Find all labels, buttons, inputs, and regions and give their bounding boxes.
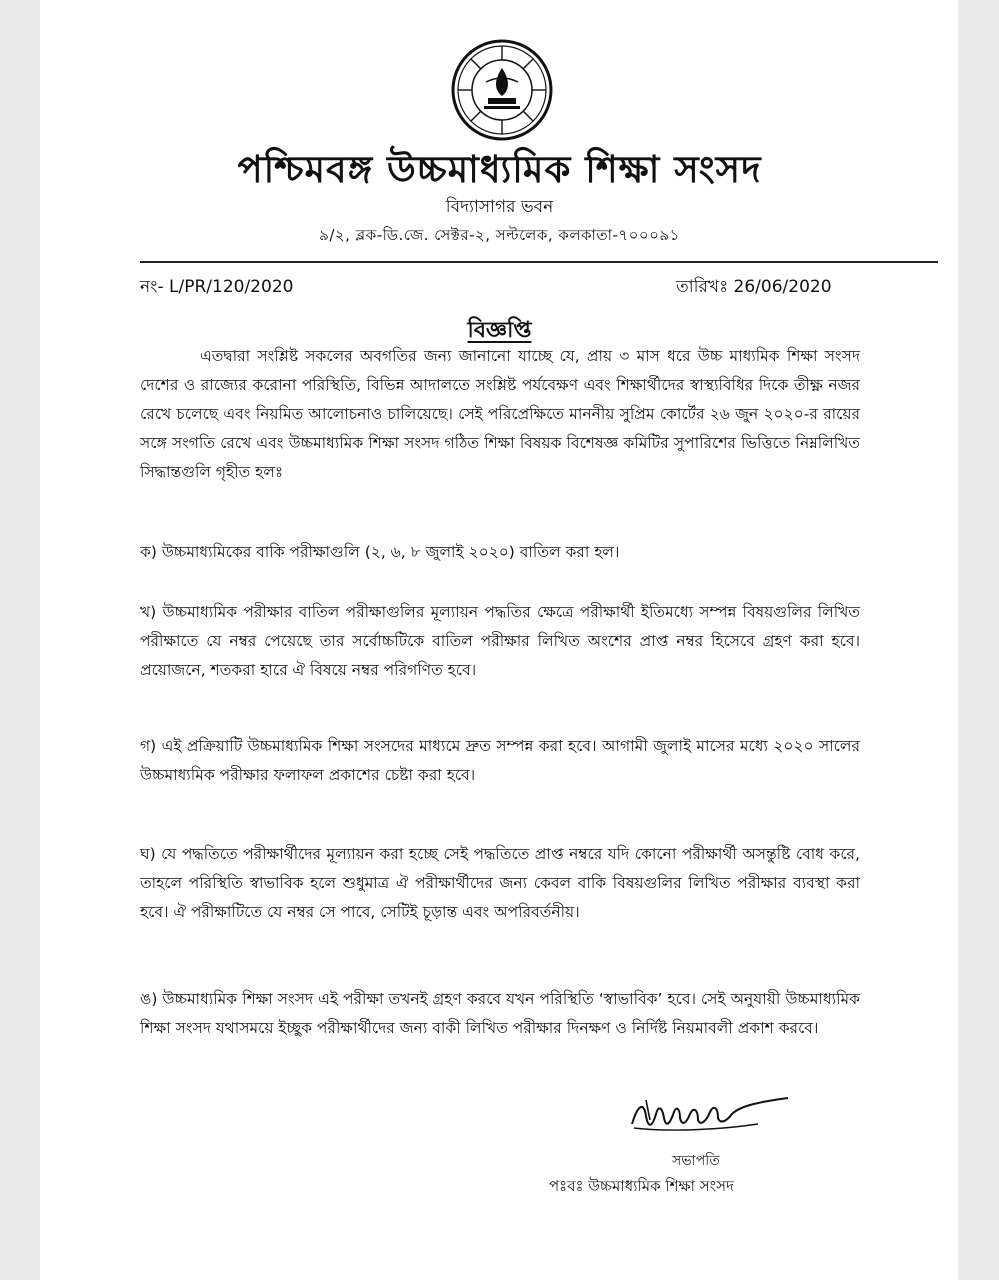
signatory-organization: পঃবঃ উচ্চমাধ্যমিক শিক্ষা সংসদ	[549, 1177, 734, 1195]
signatory-role: সভাপতি	[672, 1153, 720, 1169]
date-label: তারিখঃ	[676, 277, 729, 297]
decision-point-c: গ) এই প্রক্রিয়াটি উচ্চমাধ্যমিক শিক্ষা সংসদের মাধ্যমে দ্রুত সম্পন্ন করা হবে। আগামী জুলাই মাসের মধ্যে ২০২০ সালের উচ্চমাধ্যমিক পরীক্ষার ফলাফল প্রকাশের চেষ্টা করা হবে।	[140, 737, 860, 784]
reference-label: নং-	[140, 277, 164, 297]
organization-name: পশ্চিমবঙ্গ উচ্চমাধ্যমিক শিক্ষা সংসদ	[237, 147, 762, 191]
organization-address: ৯/২, ব্লক-ডি.জে. সেক্টর-২, সল্টলেক, কলকাতা-৭০০০৯১	[319, 226, 680, 244]
reference-value: L/PR/120/2020	[169, 277, 294, 297]
issue-date	[676, 274, 832, 302]
handwritten-signature	[628, 1094, 798, 1138]
reference-number	[140, 274, 293, 302]
decision-point-d: ঘ) যে পদ্ধতিতে পরীক্ষার্থীদের মূল্যায়ন করা হচ্ছে সেই পদ্ধতিতে প্রাপ্ত নম্বরে যদি কোনো পরীক্ষার্থী অসন্তুষ্টি বোধ করে, তাহলে পরিস্থিতি স্বাভাবিক হলে শুধুমাত্র ঐ পরীক্ষার্থীদের জন্য কেবল বাকি বিষয়গুলির লিখিত পরীক্ষার ব্যবস্থা করা হবে। ঐ পরীক্ষাটিতে যে নম্বর সে পাবে, সেটিই চূড়ান্ত এবং অপরিবর্তনীয়।	[140, 845, 860, 921]
decision-point-b: খ) উচ্চমাধ্যমিক পরীক্ষার বাতিল পরীক্ষাগুলির মূল্যায়ন পদ্ধতির ক্ষেত্রে পরীক্ষার্থী ইতিমধ্যে সম্পন্ন বিষয়গুলির লিখিত পরীক্ষাতে যে নম্বর পেয়েছে তার সর্বোচ্চটিকে বাতিল পরীক্ষার লিখিত অংশের প্রাপ্ত নম্বর হিসেবে গ্রহণ করা হবে। প্রয়োজনে, শতকরা হারে ঐ বিষয়ে নম্বর পরিগণিত হবে।	[140, 603, 860, 679]
building-name: বিদ্যাসাগর ভবন	[445, 197, 554, 217]
decision-point-e: ঙ) উচ্চমাধ্যমিক শিক্ষা সংসদ এই পরীক্ষা তখনই গ্রহণ করবে যখন পরিস্থিতি ‘স্বাভাবিক’ হবে। সেই অনুযায়ী উচ্চমাধ্যমিক শিক্ষা সংসদ যথাসময়ে ইচ্ছুক পরীক্ষার্থীদের জন্য বাকী লিখিত পরীক্ষার দিনক্ষণ ও নির্দিষ্ট নিয়মাবলী প্রকাশ করবে।	[140, 990, 860, 1037]
notice-title-text: বিজ্ঞপ্তি	[467, 318, 532, 343]
date-value: 26/06/2020	[733, 277, 832, 297]
decision-point-a: ক) উচ্চমাধ্যমিকের বাকি পরীক্ষাগুলি (২, ৬, ৮ জুলাই ২০২০) বাতিল করা হল।	[140, 543, 620, 561]
intro-paragraph: এতদ্বারা সংশ্লিষ্ট সকলের অবগতির জন্য জানানো যাচ্ছে যে, প্রায় ৩ মাস ধরে উচ্চ মাধ্যমিক শিক্ষা সংসদ দেশের ও রাজ্যের করোনা পরিস্থিতি, বিভিন্ন আদালতে সংশ্লিষ্ট পর্যবেক্ষণ এবং শিক্ষার্থীদের স্বাস্থ্যবিধির দিকে তীক্ষ্ণ নজর রেখে চলেছে এবং নিয়মিত আলোচনাও চালিয়েছে। সেই পরিপ্রেক্ষিতে মাননীয় সুপ্রিম কোর্টের ২৬ জুন ২০২০-র রায়ের সঙ্গে সংগতি রেখে এবং উচ্চমাধ্যমিক শিক্ষা সংসদ গঠিত শিক্ষা বিষয়ক বিশেষজ্ঞ কমিটির সুপারিশের ভিত্তিতে নিম্নলিখিত সিদ্ধান্তগুলি গৃহীত হলঃ	[140, 347, 860, 481]
header-divider	[140, 261, 938, 263]
council-emblem-seal-icon	[450, 38, 554, 142]
